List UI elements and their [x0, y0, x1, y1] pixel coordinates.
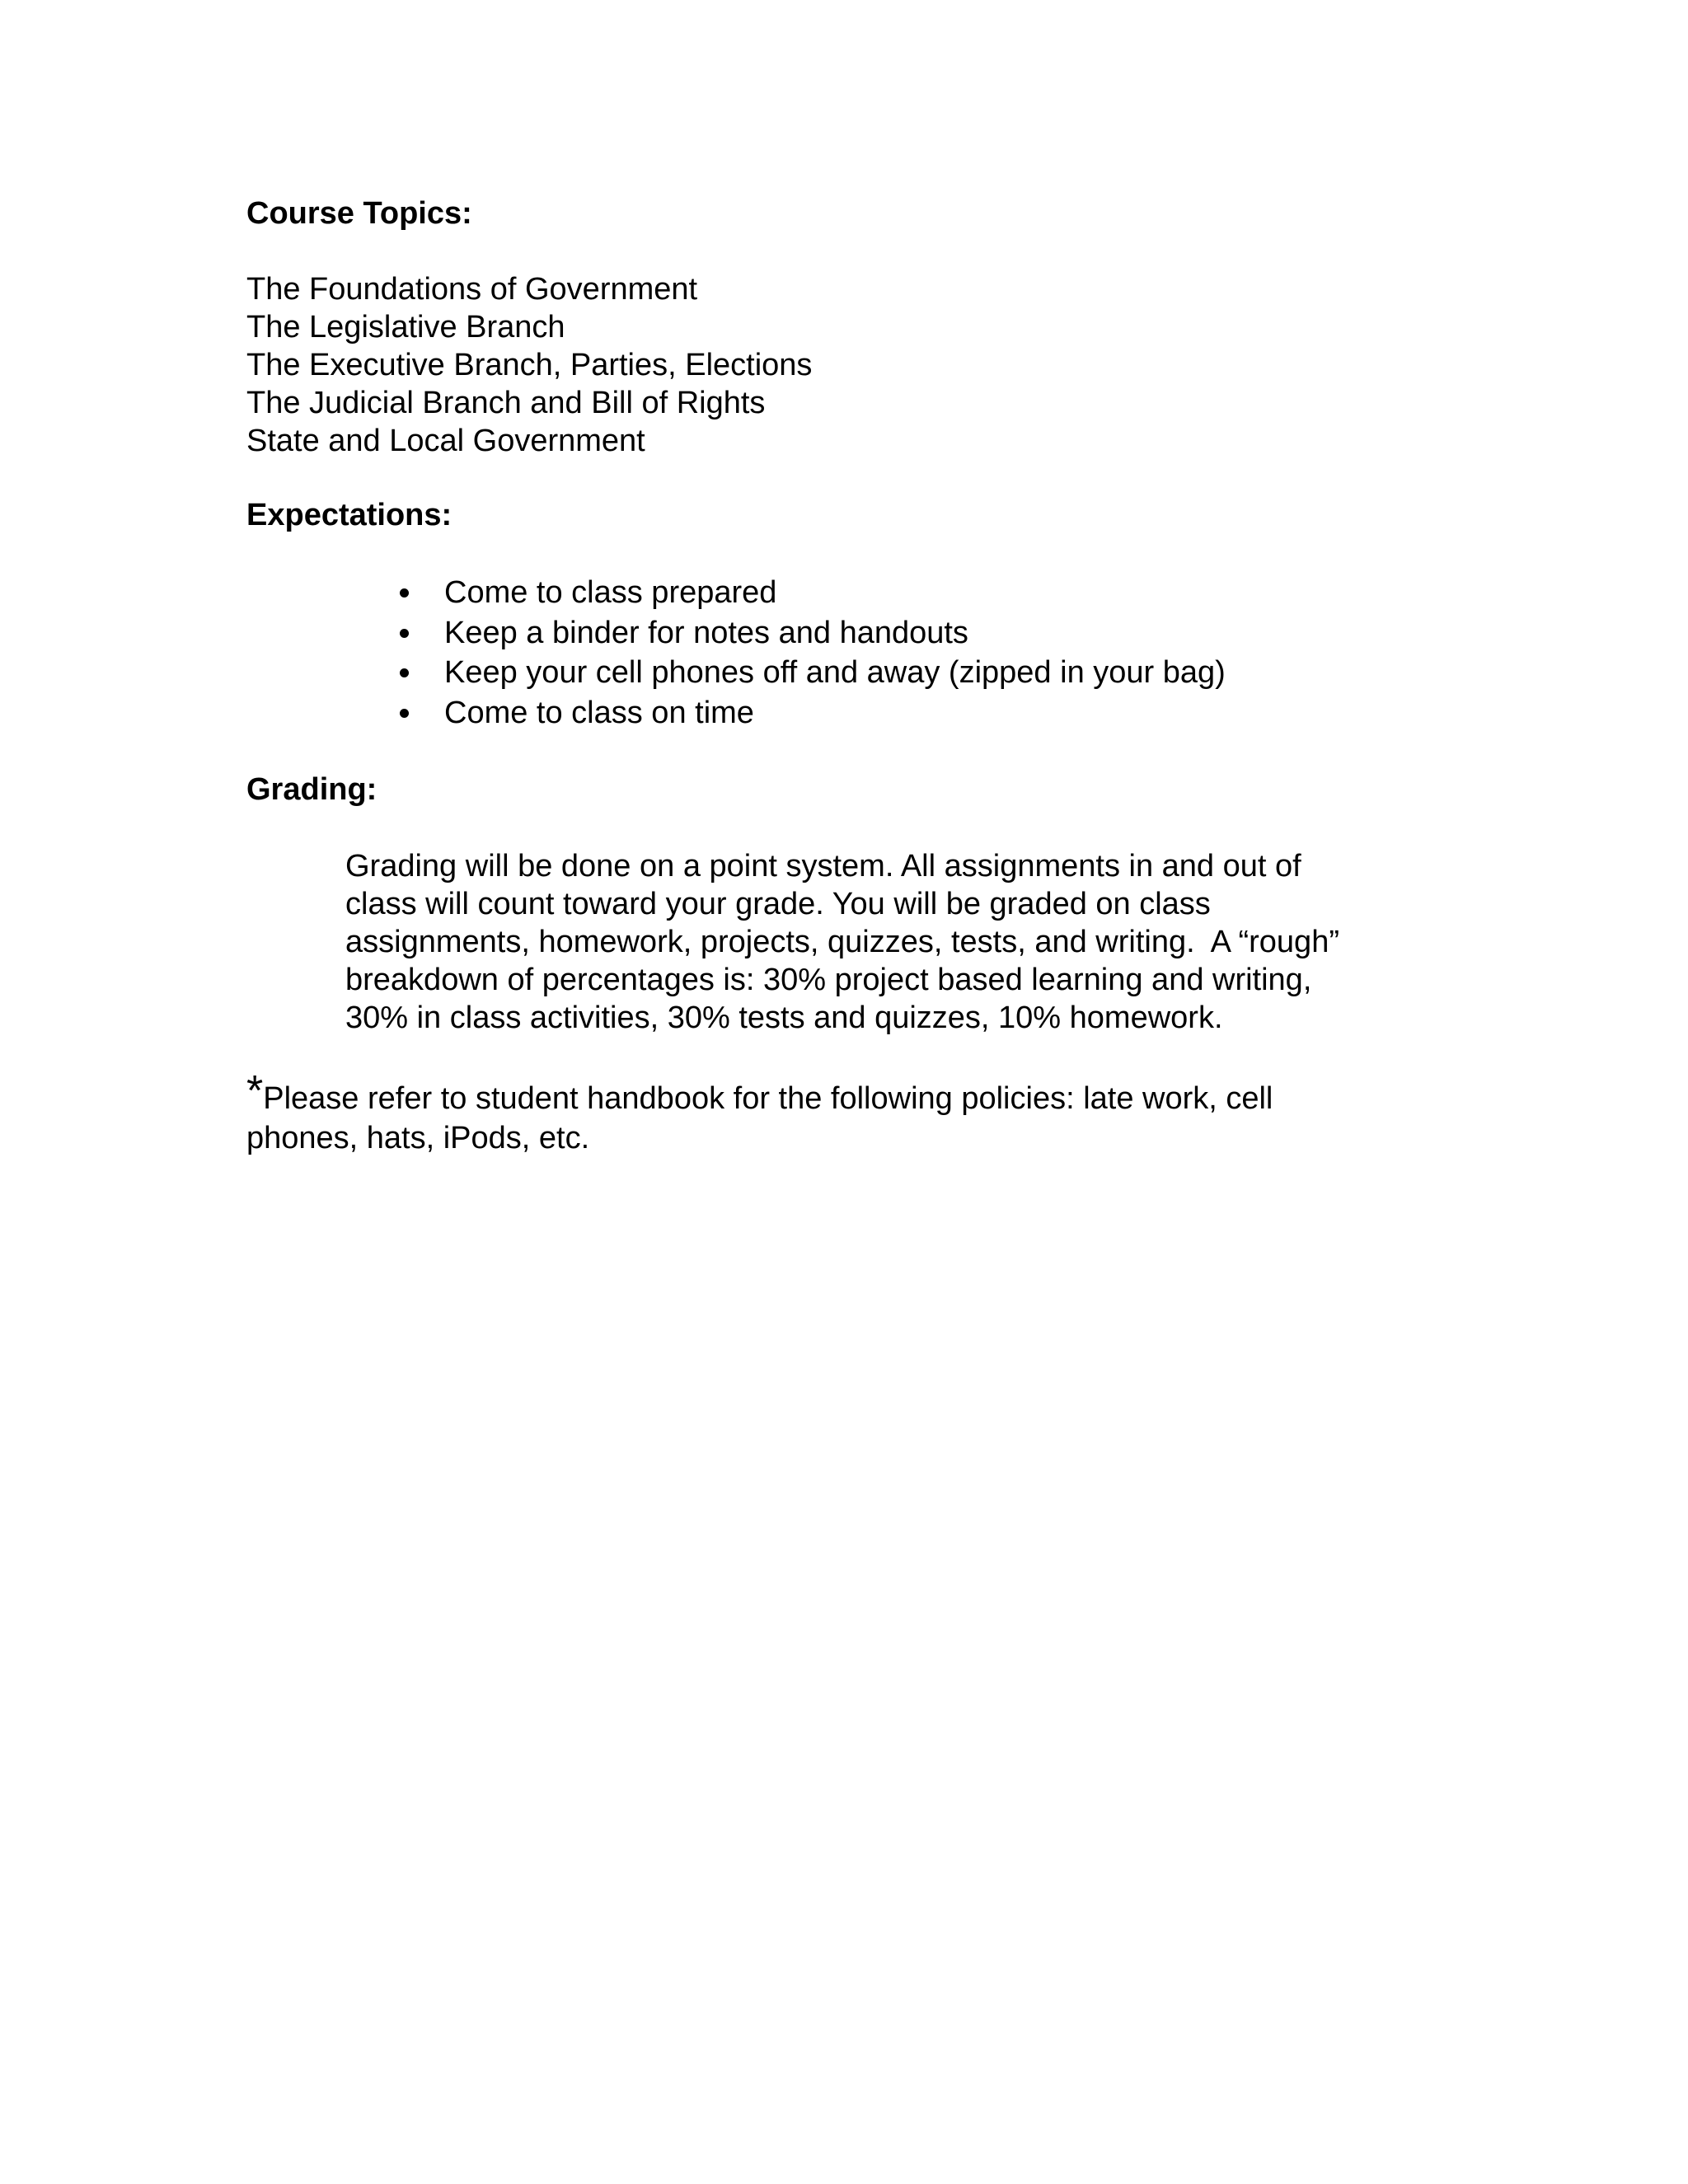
expectation-item	[387, 653, 1226, 693]
topic-item: The Executive Branch, Parties, Elections	[246, 348, 813, 382]
policy-note-text: Please refer to student handbook for the following policies: late work, cell	[263, 1081, 1273, 1116]
topic-item: The Foundations of Government	[246, 272, 698, 307]
expectation-text: Come to class prepared	[444, 575, 777, 610]
grading-heading: Grading:	[246, 772, 377, 807]
policy-note	[246, 1067, 1400, 1158]
asterisk-marker: *	[246, 1067, 264, 1115]
bullet-icon	[400, 588, 409, 598]
expectation-item	[387, 613, 1226, 654]
expectation-text: Keep a binder for notes and handouts	[444, 615, 968, 650]
grading-line: breakdown of percentages is: 30% project based learning and writing,	[345, 963, 1312, 997]
topic-item: State and Local Government	[246, 424, 645, 458]
bullet-icon	[400, 668, 409, 677]
expectation-item	[387, 693, 1226, 733]
grading-paragraph	[345, 847, 1417, 1037]
bullet-icon	[400, 709, 409, 718]
topic-item: The Judicial Branch and Bill of Rights	[246, 386, 766, 420]
expectation-text: Keep your cell phones off and away (zipped in your bag)	[444, 655, 1226, 690]
policy-note-line	[246, 1067, 1400, 1118]
grading-line: assignments, homework, projects, quizzes, tests, and writing. A “rough”	[345, 925, 1339, 959]
grading-line: Grading will be done on a point system. All assignments in and out of	[345, 849, 1301, 883]
policy-note-line: phones, hats, iPods, etc.	[246, 1121, 590, 1155]
bullet-icon	[400, 629, 409, 638]
expectations-heading: Expectations:	[246, 498, 452, 532]
grading-line: 30% in class activities, 30% tests and quizzes, 10% homework.	[345, 1001, 1223, 1035]
expectation-item	[387, 573, 1226, 613]
course-topics-heading: Course Topics:	[246, 196, 472, 231]
topic-item: The Legislative Branch	[246, 310, 565, 344]
expectations-list	[387, 573, 1226, 733]
expectation-text: Come to class on time	[444, 695, 754, 730]
course-topics-list	[246, 270, 812, 460]
grading-line: class will count toward your grade. You will be graded on class	[345, 887, 1211, 921]
